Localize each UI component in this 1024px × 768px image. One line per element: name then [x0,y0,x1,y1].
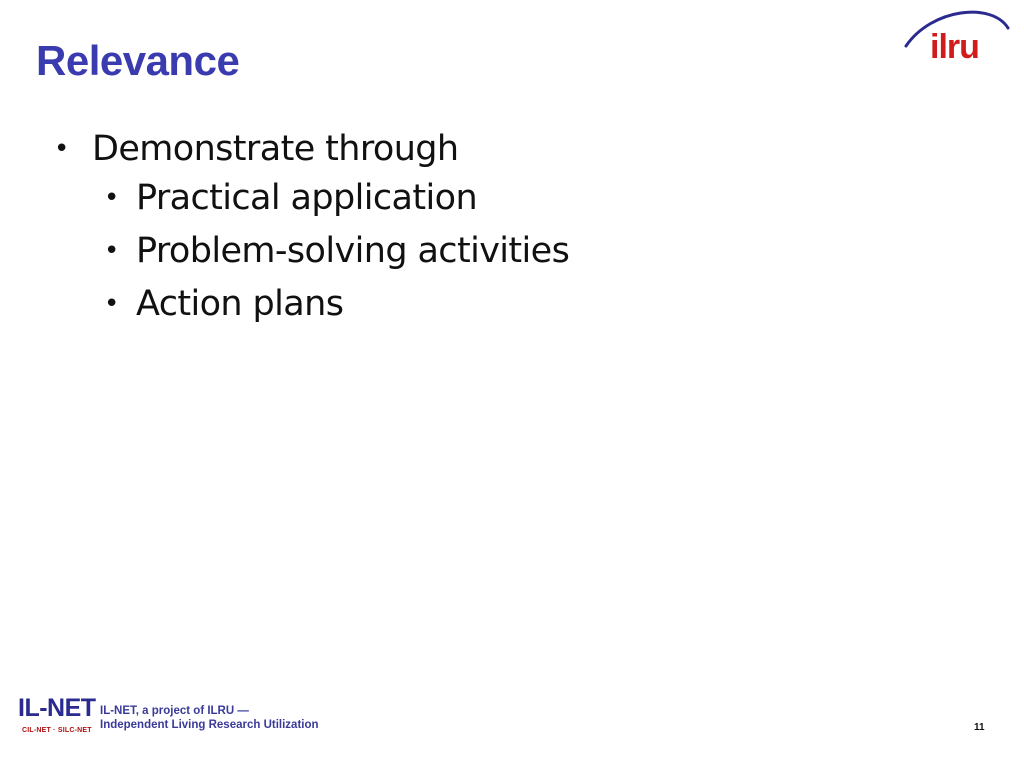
bullet-dot: • [104,236,119,266]
footer-tagline-line2: Independent Living Research Utilization [100,719,319,731]
footer-tagline-line1: IL-NET, a project of ILRU — [100,705,249,717]
bullet-list [54,126,569,331]
footer-logo [18,694,338,744]
slide-title: Relevance [36,37,240,84]
sub-bullet-item [54,225,569,278]
sub-bullet-item [54,278,569,331]
footer-subbrand: CIL-NET · SILC-NET [22,727,92,734]
bullet-dot: • [54,134,69,164]
bullet-text: Problem-solving activities [136,231,570,271]
ilru-logo-graphic [902,6,1012,68]
bullet-dot: • [104,289,119,319]
bullet-dot: • [104,183,119,213]
bullet-item [54,126,569,172]
bullet-text: Demonstrate through [92,129,459,169]
logo-text: ilru [930,28,979,66]
sub-bullet-item [54,172,569,225]
page-number: 11 [974,722,985,733]
bullet-text: Practical application [136,178,478,218]
footer-brand: IL-NET [18,694,96,722]
ilru-logo [902,6,1012,68]
bullet-text: Action plans [136,284,344,324]
